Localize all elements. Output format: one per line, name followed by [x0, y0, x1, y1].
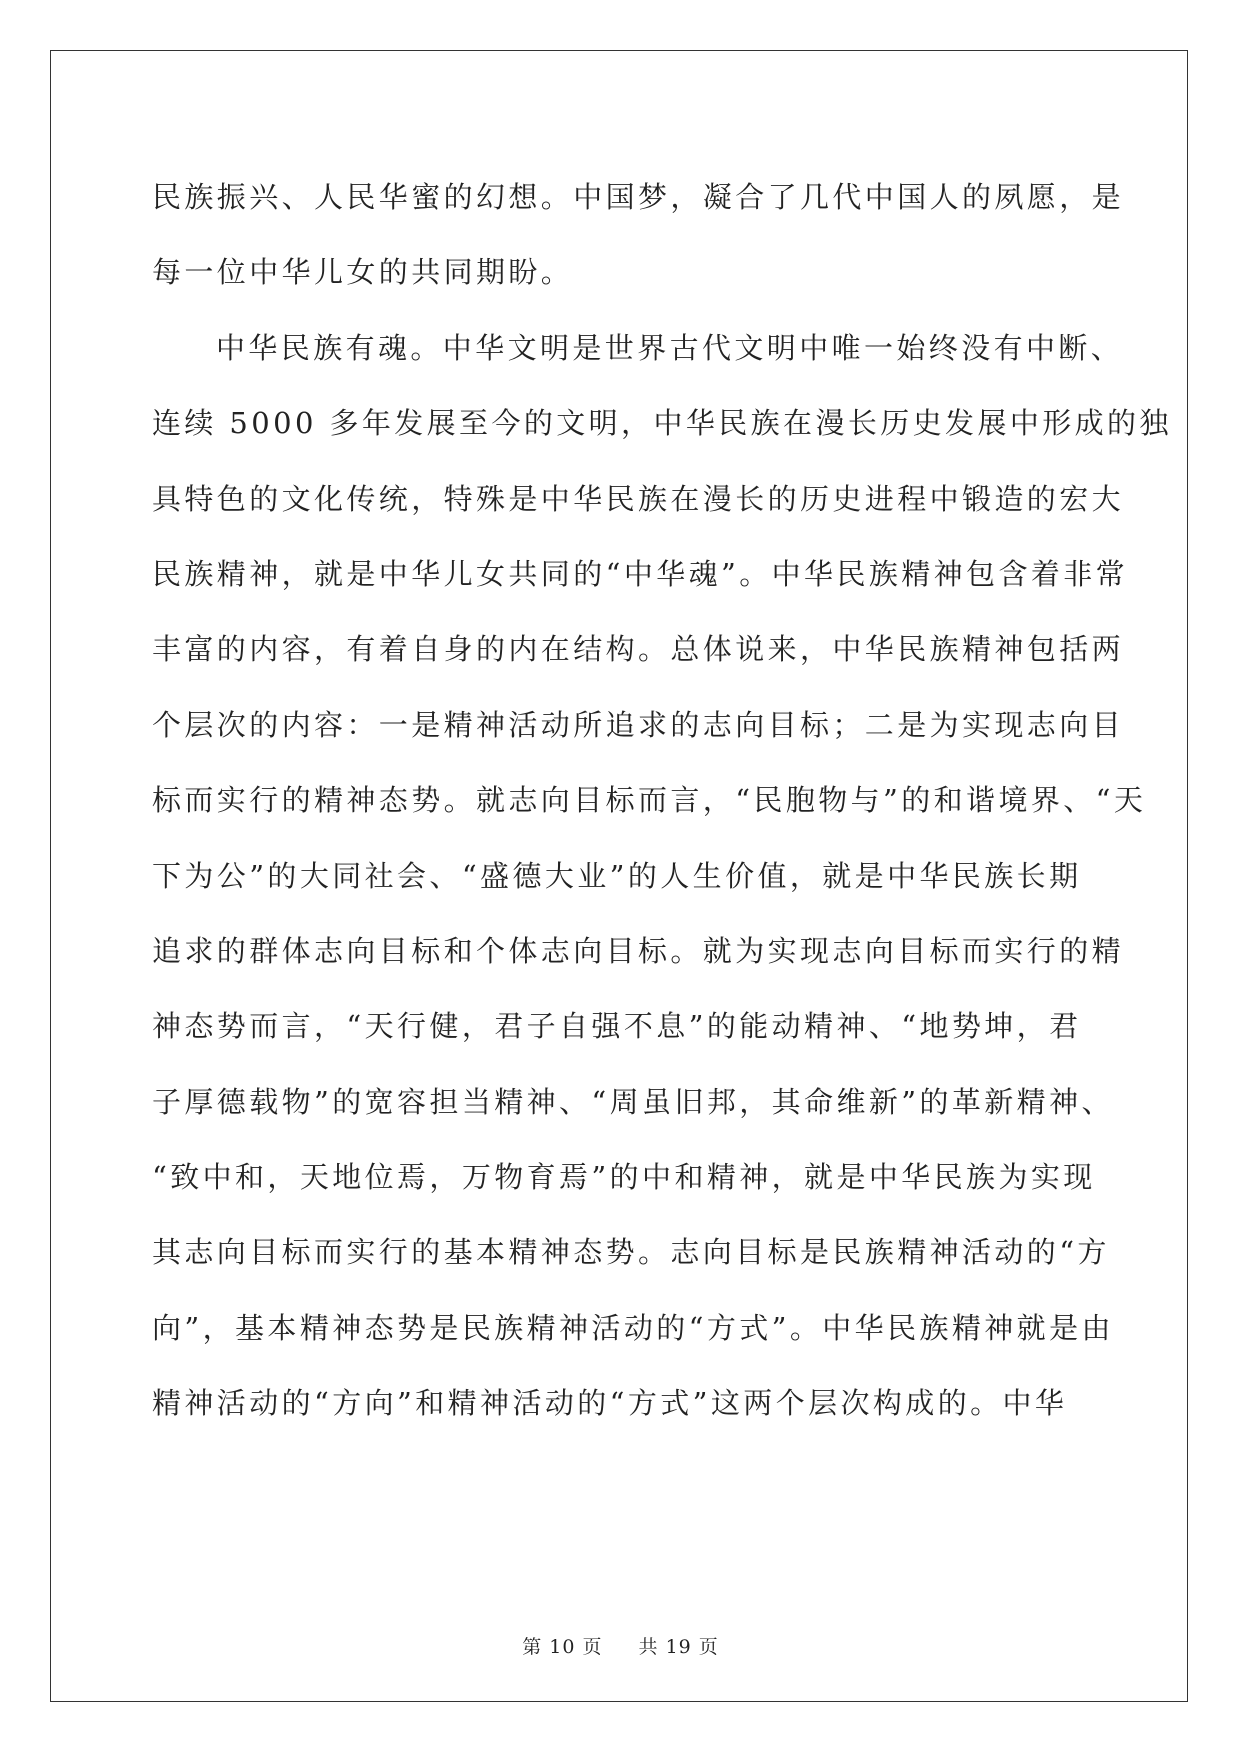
total-pages: 共 19 页	[638, 1636, 719, 1658]
text-line: 每一位中华儿女的共同期盼。	[152, 255, 574, 290]
text-line: 子厚德载物”的宽容担当精神、“周虽旧邦，其命维新”的革新精神、	[152, 1084, 1114, 1119]
text-line: 民族振兴、人民华蜜的幻想。中国梦，凝合了几代中国人的夙愿，是	[152, 180, 1125, 214]
text-line: 其志向目标而实行的基本精神态势。志向目标是民族精神活动的“方	[152, 1235, 1110, 1270]
text-line: 精神活动的“方向”和精神活动的“方式”这两个层次构成的。中华	[152, 1386, 1068, 1421]
page-number: 第 10 页	[522, 1636, 603, 1658]
text-line: 连续 5000 多年发展至今的文明，中华民族在漫长历史发展中形成的独	[152, 406, 1172, 441]
text-line: 民族精神，就是中华儿女共同的“中华魂”。中华民族精神包含着非常	[152, 556, 1129, 591]
text-line: “致中和，天地位焉，万物育焉”的中和精神，就是中华民族为实现	[152, 1160, 1096, 1195]
text-line: 具特色的文化传统，特殊是中华民族在漫长的历史进程中锻造的宏大	[152, 481, 1125, 516]
page-footer	[0, 1632, 1241, 1659]
text-line: 下为公”的大同社会、“盛德大业”的人生价值，就是中华民族长期	[152, 858, 1082, 893]
text-line: 标而实行的精神态势。就志向目标而言，“民胞物与”的和谐境界、“天	[152, 783, 1147, 818]
document-body	[152, 160, 1172, 1442]
text-line: 个层次的内容：一是精神活动所追求的志向目标；二是为实现志向目	[152, 707, 1125, 742]
text-line: 丰富的内容，有着自身的内在结构。总体说来，中华民族精神包括两	[152, 632, 1125, 667]
text-line: 神态势而言，“天行健，君子自强不息”的能动精神、“地势坤，君	[152, 1009, 1082, 1044]
paragraph-start-line: 中华民族有魂。中华文明是世界古代文明中唯一始终没有中断、	[216, 330, 1124, 365]
text-line: 追求的群体志向目标和个体志向目标。就为实现志向目标而实行的精	[152, 933, 1125, 968]
text-line: 向”，基本精神态势是民族精神活动的“方式”。中华民族精神就是由	[152, 1310, 1114, 1345]
